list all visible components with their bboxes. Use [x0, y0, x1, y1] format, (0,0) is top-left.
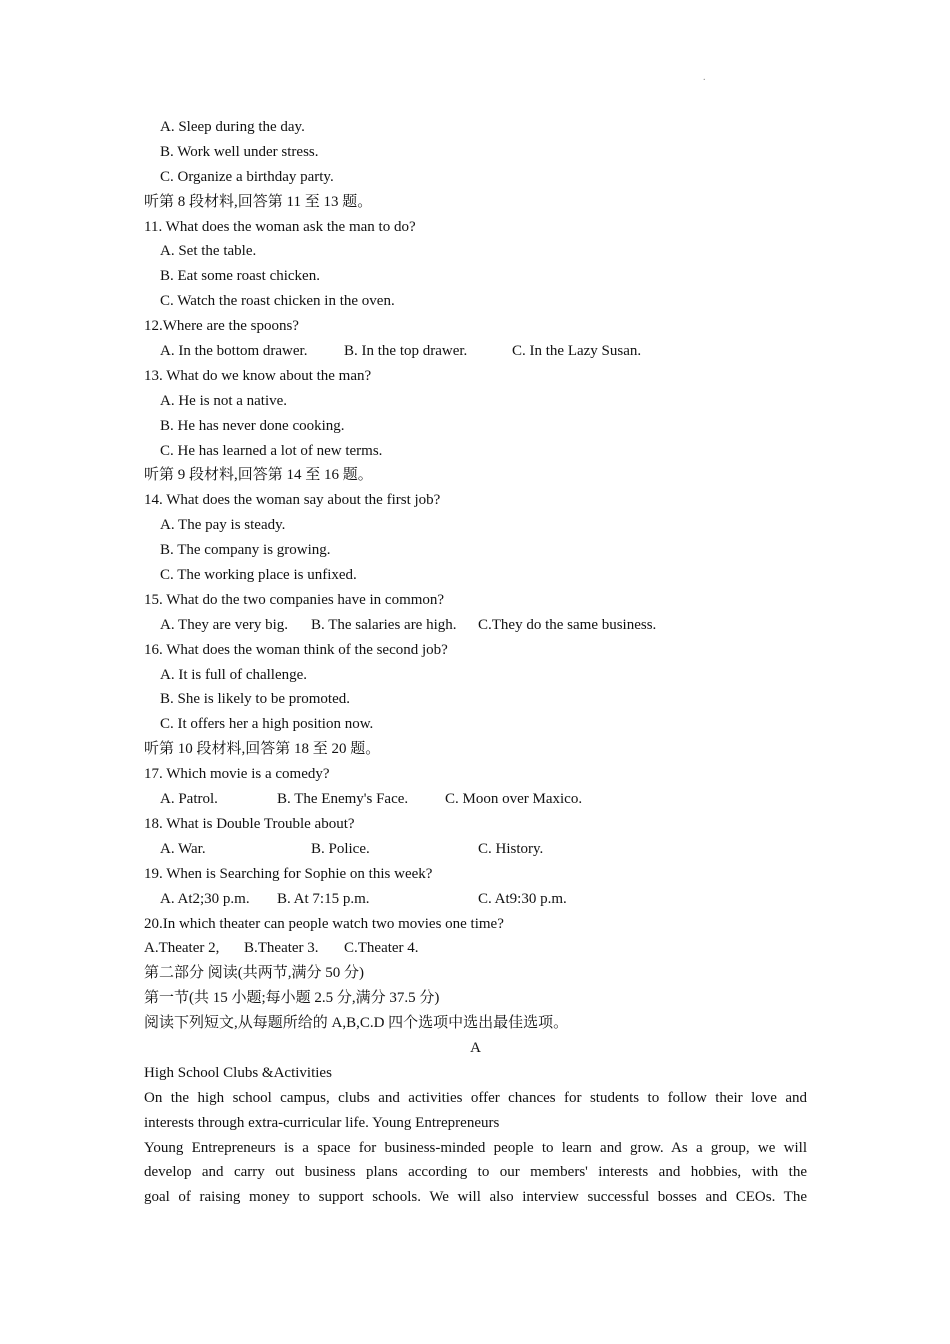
question-15: 15. What do the two companies have in common? — [144, 591, 445, 608]
passage-letter: A — [470, 1039, 481, 1056]
q15-option-c: C.They do the same business. — [478, 616, 657, 633]
q10-option-a: A. Sleep during the day. — [160, 119, 305, 135]
q10-option-c: C. Organize a birthday party. — [160, 168, 334, 185]
q11-option-a: A. Set the table. — [160, 243, 257, 260]
part-2-title: 第二部分 阅读(共两节,满分 50 分) — [144, 965, 364, 982]
q12-option-a: A. In the bottom drawer. — [160, 343, 308, 360]
q16-option-a: A. It is full of challenge. — [160, 666, 308, 683]
q17-option-b: B. The Enemy's Face. — [277, 791, 409, 808]
question-19: 19. When is Searching for Sophie on this week? — [144, 865, 433, 882]
page-content — [144, 115, 807, 1210]
q19-options — [144, 887, 807, 912]
q19-option-b: B. At 7:15 p.m. — [277, 890, 370, 907]
question-12: 12.Where are the spoons? — [144, 318, 299, 335]
q11-option-c: C. Watch the roast chicken in the oven. — [160, 293, 395, 310]
section-10-heading: 听第 10 段材料,回答第 18 至 20 题。 — [144, 741, 381, 758]
q19-option-c: C. At9:30 p.m. — [478, 890, 567, 907]
passage-p2-line1: Young Entrepreneurs is a space for business-minded people to learn and grow. As a group, we will — [144, 1139, 807, 1156]
passage-p1-line2: interests through extra-curricular life. Young Entrepreneurs — [144, 1114, 500, 1131]
q20-options — [144, 936, 807, 961]
q19-option-a: A. At2;30 p.m. — [160, 890, 250, 907]
question-11: 11. What does the woman ask the man to do? — [144, 218, 416, 235]
q15-option-a: A. They are very big. — [160, 616, 289, 633]
q15-options — [144, 613, 807, 638]
question-14: 14. What does the woman say about the first job? — [144, 492, 441, 509]
page-marker-dot: . — [703, 72, 706, 83]
q12-option-b: B. In the top drawer. — [344, 343, 468, 360]
q16-option-c: C. It offers her a high position now. — [160, 716, 374, 733]
part-2-section-1: 第一节(共 15 小题;每小题 2.5 分,满分 37.5 分) — [144, 990, 440, 1007]
question-20: 20.In which theater can people watch two movies one time? — [144, 915, 504, 932]
q14-option-a: A. The pay is steady. — [160, 517, 286, 534]
q18-option-c: C. History. — [478, 840, 544, 857]
q17-option-a: A. Patrol. — [160, 791, 218, 808]
passage-p2-line2: develop and carry out business plans according to our members' interests and hobbies, with the — [144, 1164, 807, 1181]
question-17: 17. Which movie is a comedy? — [144, 766, 330, 783]
q20-option-c: C.Theater 4. — [344, 940, 419, 957]
passage-p1-line1: On the high school campus, clubs and activities offer chances for students to follow their love and — [144, 1089, 807, 1106]
question-13: 13. What do we know about the man? — [144, 367, 372, 384]
q11-option-b: B. Eat some roast chicken. — [160, 268, 320, 285]
q17-options — [144, 787, 807, 812]
q10-option-b: B. Work well under stress. — [160, 143, 319, 160]
q20-option-b: B.Theater 3. — [244, 940, 319, 957]
section-8-heading: 听第 8 段材料,回答第 11 至 13 题。 — [144, 193, 373, 210]
q14-option-b: B. The company is growing. — [160, 542, 331, 559]
q12-option-c: C. In the Lazy Susan. — [512, 343, 642, 360]
q13-option-a: A. He is not a native. — [160, 392, 288, 409]
passage-p2-line3: goal of raising money to support schools. We will also interview successful bosses and CEOs. The — [144, 1189, 807, 1206]
question-18: 18. What is Double Trouble about? — [144, 815, 355, 832]
q12-options — [144, 339, 807, 364]
q18-options — [144, 837, 807, 862]
q20-option-a: A.Theater 2, — [144, 940, 220, 957]
q13-option-b: B. He has never done cooking. — [160, 417, 345, 434]
q13-option-c: C. He has learned a lot of new terms. — [160, 442, 383, 459]
section-9-heading: 听第 9 段材料,回答第 14 至 16 题。 — [144, 467, 373, 484]
passage-title: High School Clubs &Activities — [144, 1064, 332, 1081]
q18-option-b: B. Police. — [311, 840, 370, 857]
q17-option-c: C. Moon over Maxico. — [445, 791, 583, 808]
q15-option-b: B. The salaries are high. — [311, 616, 457, 633]
part-2-instruction: 阅读下列短文,从每题所给的 A,B,C.D 四个选项中选出最佳选项。 — [144, 1015, 569, 1032]
question-16: 16. What does the woman think of the second job? — [144, 641, 448, 658]
q18-option-a: A. War. — [160, 840, 206, 857]
q16-option-b: B. She is likely to be promoted. — [160, 691, 350, 708]
q14-option-c: C. The working place is unfixed. — [160, 567, 357, 584]
